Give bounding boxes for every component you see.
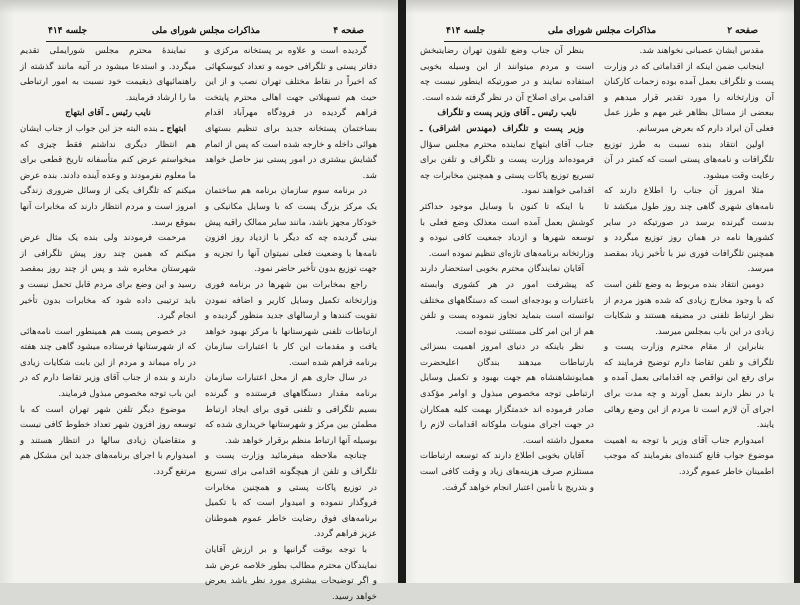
paragraph [604,44,774,60]
paragraph-text: جناب آقای ابتهاج نماینده محترم مجلس سؤال فرموده‌اند وزارت پست و تلگراف و تلفن برای تسریع توزیع پاکات پستی و همچنین مخابرات چه اقدامی خواهند نمود. [420,139,594,197]
paragraph-text: مقدس ایشان عصبانی نخواهند شد. [639,46,764,56]
paragraph-text: بنابراین از مقام محترم وزارت پست و تلگراف و تلفن تقاضا دارم توضیح فرمایند که برای رفع این نواقص چه اقداماتی بعمل آمده و یا در نظر دارند بعمل آورند و چه مدت برای اجرای آن لازم است تا مردم از این وضع رهائی یابند. [604,342,774,431]
paragraph [604,184,774,278]
header-rule [444,41,760,42]
paragraph [20,122,196,231]
paragraph-text: بنظر آن جناب وضع تلفون تهران رضایتبخش است و مردم میتوانند از این وسیله بخوبی استفاده نمایند و در صورتیکه اینطور نیست چه اقدامی برای اصلاح آن در نظر گرفته شده است. [420,46,594,103]
paragraph [604,278,774,340]
book-spine [398,0,406,583]
right-page [406,0,794,583]
paragraph-text: در سال جاری هم از محل اعتبارات سازمان برنامه مقدار دستگاههای فرستنده و گیرنده بسیم تلگرافی و تلفنی قوی برای ایجاد ارتباط مطمئن بین مرکز و شهرستانها خریداری شده که بوسیله آنها ارتباط منظم برقرار خواهد شد. [205,373,377,446]
paragraph-text: موضوع دیگر تلفن شهر تهران است که با توسعه روز افزون شهر تعداد خطوط کافی نیست و متقاضیان زیادی سالها در انتظار هستند و امیدوارم با اجرای برنامه‌های جدید این مشکل هم مرتفع گردد. [20,404,196,478]
paragraph-text: دومین انتقاد بنده مربوط به وضع تلفن است که با وجود مخارج زیادی که شده هنوز مردم از نظر ارتباط تلفنی در مضیقه هستند و شکایات زیادی در این باب بمجلس میرسد. [604,279,774,337]
page-header [446,26,758,40]
scan-shadow [406,0,794,14]
paragraph-text: راجع بمخابرات بین شهرها در برنامه فوری وزارتخانه تکمیل وسایل کاریر و اضافه نمودن تقویت کنندها و ارسالهای جدید منظور گردیده و ارتباطات تلفنی شهرستانها با مرکز بهبود خواهد یافت و مقدمات این کار با اعتبارات سازمان برنامه فراهم شده است. [205,279,377,368]
speaker-name: وزیر پست و تلگراف (مهندس اشراقی) ـ [420,123,584,134]
paragraph [205,184,377,278]
speaker-name: ابتهاج ـ [160,123,187,134]
paragraph [20,231,196,325]
text-column [20,44,196,579]
paragraph [205,44,377,184]
paragraph-text: آقایان بخوبی اطلاع دارند که توسعه ارتباطات مستلزم صرف هزینه‌های زیاد و وقت کافی است و بتدریج با تأمین اعتبار انجام خواهد گرفت. [420,451,594,493]
paragraph [420,449,594,496]
header-rule [46,41,366,42]
paragraph-text: بنده البته جز این جواب از جناب ایشان هم انتظار دیگری نداشتم فقط چیزی که میخواستم عرض کنم متأسفانه تاریخ قطعی برای ما معلوم نفرمودند و وعده آینده دادند. بنده عرض میکنم که تلگراف یکی از وسائل ضروری زندگی امروز است و مردم انتظار دارند که مخابرات آنها بموقع برسد. [20,123,196,228]
scan-shadow [0,0,398,14]
paragraph [420,340,594,449]
text-column [604,44,774,579]
left-page [0,0,398,602]
paragraph [420,262,594,340]
paragraph [205,449,377,543]
paragraph-text: در خصوص پست هم همینطور است نامه‌هائی که از شهرستانها فرستاده میشود گاهی چند هفته در راه میماند و مردم از این بابت شکایات زیادی دارند و بنده از جناب آقای وزیر تقاضا دارم که در این باب توجه مخصوص مبذول فرمایند. [20,326,196,400]
paragraph-text: آقایان نمایندگان محترم بخوبی استحضار دارند که پیشرفت امور در هر کشوری وابسته باعتبارات و بودجه‌ای است که دستگاههای مختلف توانسته است بنماید تجاوز ننموده پست و تلفن هم از این امر کلی مستثنی نبوده است. [420,264,594,337]
paragraph-text: نمایندهٔ محترم مجلس شورایملی تقدیم میگردد. و استدعا میشود در آتیه مانند گذشته از راهنمائیهای ذیقیمت خود نسبت به امور ارتباطی ما را ارشاد فرمایند. [20,46,196,103]
page-number: صفحه ۴ [333,26,364,36]
paragraph [420,200,594,262]
paragraph-text: مرحمت فرمودند ولی بنده یک مثال عرض میکنم که همین چند روز پیش تلگرافی از شهرستان مخابره شد و پس از چند روز بمقصد رسید و این وضع برای مردم قابل تحمل نیست و باید ترتیبی داده شود که مخابرات بدون تأخیر انجام گیرد. [20,233,196,322]
paragraph-text: در برنامه سوم سازمان برنامه هم ساختمان یک مرکز بزرگ پست که با وسایل مکانیکی و خودکار مجهز باشد، مانند سایر ممالک راقیه پیش بینی گردیده چه که دیگر با ازدیاد روز افزون نامه‌ها با وضعیت فعلی نمیتوان آنها را تجزیه و جهت توزیع بدون تأخیر حاضر نمود. [205,186,377,275]
paragraph [20,403,196,481]
paragraph-text: امیدوارم جناب آقای وزیر با توجه به اهمیت موضوع جواب قانع کننده‌ای بفرمایند که موجب اطمینان خاطر عموم گردد. [604,435,774,478]
paragraph [205,543,377,605]
paragraph-text: با توجه بوقت گرانبها و بر ارزش آقایان نمایندگان محترم مطالب بطور خلاصه عرض شد و اگر توضیحات بیشتری مورد نظر باشد بعرض خواهد رسید. [205,545,377,602]
page-header [48,26,364,40]
speaker-heading: نایب رئیس ـ آقای ابتهاج [65,108,151,119]
paragraph [420,44,594,106]
paragraph [20,325,196,403]
text-column [205,44,377,602]
paragraph [604,340,774,434]
session-number: جلسه ۴۱۴ [48,26,88,36]
paragraph-text: با اینکه تا کنون با وسایل موجود حداکثر کوشش بعمل آمده است معذلک وضع فعلی با توسعه شهرها و ازدیاد جمعیت کافی نبوده و وزارتخانه برنامه‌های تازه‌ای تنظیم نموده است. [420,201,594,259]
paragraph-text: چنانچه ملاحظه میفرمائید وزارت پست و تلگراف و تلفن از هیچگونه اقدامی برای تسریع در توزیع پاکات پستی و همچنین مخابرات فروگذار ننموده و امیدوار است که با تکمیل برنامه‌های فوق رضایت خاطر عموم هموطنان عزیز فراهم گردد. [205,451,377,540]
running-title: مذاکرات مجلس شورای ملی [547,26,657,36]
paragraph-text: گردیده است و علاوه بر پستخانه مرکزی و دفاتر پستی و تلگرافی حومه و تعداد کیوسکهائی که اخیراً در نقاط مختلف تهران نصب و از این حیث هم تسهیلاتی جهت اهالی محترم پایتخت فراهم گردیده در فرودگاه مهرآباد اقدام بساختمان پستخانه جدید برای تنظیم بستهای هوائی داخله و خارجه شده است که پس از اتمام گشایش بیشتری در امور پستی نیز حاصل خواهد شد. [205,46,377,181]
page-edge [794,0,800,583]
paragraph-text: اینجانب ضمن اینکه از اقداماتی که در وزارت پست و تلگراف بعمل آمده بوده زحمات کارکنان آن وزارتخانه را مورد تقدیر قرار میدهم و ببعضی از مسائل بظاهر غیر مهم و طرز عمل فعلی آن ایراد دارم که بعرض میرسانم. [604,61,774,134]
paragraph [205,371,377,449]
paragraph [420,122,594,200]
paragraph-text: اولین انتقاد بنده نسبت به طرز توزیع تلگرافات و نامه‌های پستی است که کمتر در آن رعایت وقت میشود. [604,139,774,181]
text-column [420,44,594,579]
session-number: جلسه ۴۱۴ [446,26,486,36]
running-title: مذاکرات مجلس شورای ملی [151,26,261,36]
paragraph-text: نظر باینکه در دنیای امروز اهمیت بسزائی بارتباطات میدهند بندگان اعلیحضرت همایونشاهنشاه هم جهت بهبود و تکمیل وسایل ارتباطی توجه مخصوص مبذول و اوامر مؤکدی صادر فرموده اند خدمتگزار بهمت کلیه همکاران در جهت اجرای منویات ملوکانه اقدامات لازم را معمول داشته است. [420,342,594,446]
paragraph [20,44,196,106]
paragraph-text: مثلا امروز آن جناب را اطلاع دارند که نامه‌های شهری گاهی چند روز طول میکشد تا بدست گیرنده برسد در صورتیکه در سایر کشورها نامه در همان روز توزیع میگردد و همچنین تلگرافات فوری نیز با تأخیر زیاد بمقصد میرسد. [604,186,774,275]
paragraph [205,278,377,372]
paragraph [604,60,774,138]
page-number: صفحه ۲ [727,26,758,36]
speaker-heading: نایب رئیس ـ آقای وزیر پست و تلگراف [437,108,577,119]
paragraph [604,434,774,481]
paragraph [604,138,774,185]
